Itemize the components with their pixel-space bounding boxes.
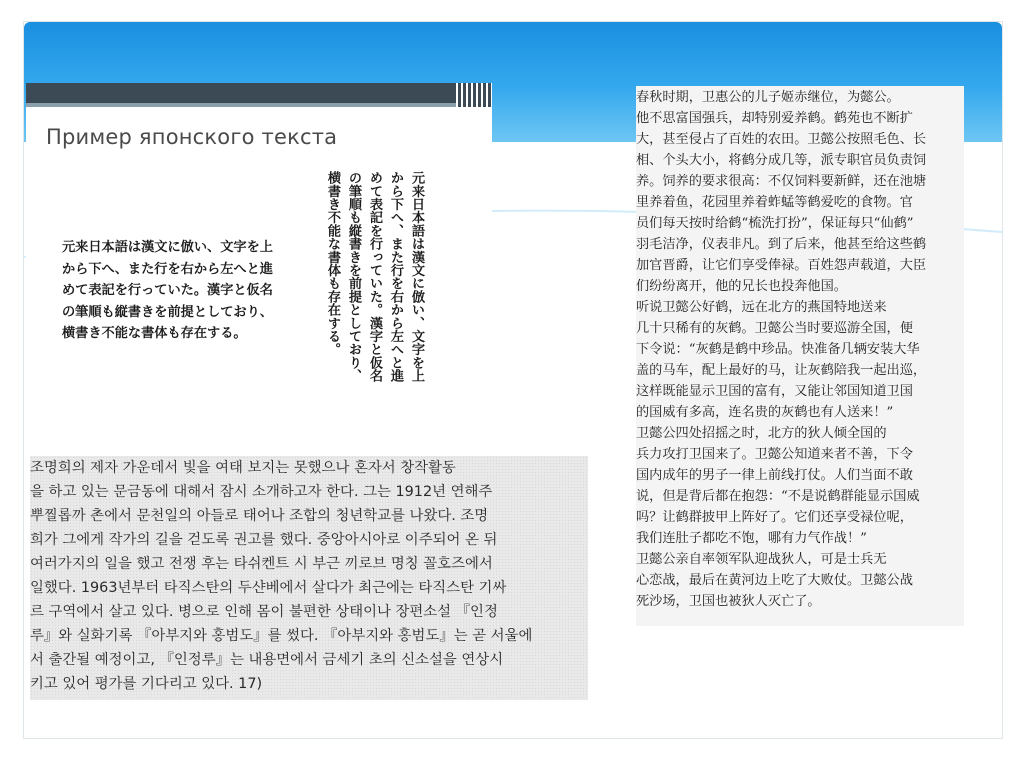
cn-line: 心恋战，最后在黄河边上吃了大败仗。卫懿公战 (636, 573, 913, 588)
jp-horizontal-line: の筆順も縦書きを前提としており、 (62, 304, 273, 320)
cn-line: 盖的马车，配上最好的马，让灰鹤陪我一起出巡， (636, 363, 927, 378)
jp-horizontal-line: 横書き不能な書体も存在する。 (62, 326, 247, 341)
jp-horizontal-line: 元来日本語は漢文に倣い、文字を上 (62, 240, 273, 255)
slide-title: Пример японского текста (46, 125, 338, 149)
cn-line: 相、个头大小，将鹤分成几等，派专职官员负责饲 (636, 153, 927, 168)
cn-line: 吗？让鹤群披甲上阵好了。它们还享受禄位呢， (636, 510, 913, 525)
cn-line: 春秋时期，卫惠公的儿子姬赤继位，为懿公。 (636, 90, 900, 105)
chinese-text-scan (636, 86, 964, 626)
jp-vertical-line: 横書き不能な書体も存在する。 (325, 171, 340, 356)
cn-line: 里养着鱼，花园里养着蚱蜢等鹤爱吃的食物。官 (636, 195, 913, 210)
cn-line: 我们连肚子都吃不饱，哪有力气作战！” (636, 531, 867, 546)
kr-line: 조명희의 제자 가운데서 빛을 여태 보지는 못했으나 혼자서 창작활동 (30, 460, 456, 476)
kr-line: 희가 그에게 작가의 길을 걷도록 권고를 했다. 중앙아시아로 이주되어 온 뒤 (30, 532, 498, 548)
cn-line: 加官晋爵，让它们享受俸禄。百姓怨声载道，大臣 (636, 258, 927, 273)
cn-line: 几十只稀有的灰鹤。卫懿公当时要巡游全国，便 (636, 321, 913, 336)
cn-line: 卫懿公四处招摇之时，北方的狄人倾全国的 (636, 426, 887, 441)
jp-vertical-line: めて表記を行っていた。漢字と仮名 (367, 171, 382, 383)
cn-line: 员们每天按时给鹤“梳洗打扮”，保证每只“仙鹤” (636, 216, 914, 231)
card-bar-texture (456, 83, 492, 107)
cn-line: 们纷纷离开，他的兄长也投奔他国。 (636, 279, 847, 294)
cn-line: 大，甚至侵占了百姓的农田。卫懿公按照毛色、长 (636, 132, 927, 147)
jp-horizontal-line: めて表記を行っていた。漢字と仮名 (62, 283, 273, 298)
cn-line: 国内成年的男子一律上前线打仗。人们当面不敢 (636, 468, 913, 483)
kr-line: 키고 있어 평가를 기다리고 있다. 17) (30, 676, 263, 692)
cn-line: 的国威有多高，连名贵的灰鹤也有人送来！” (636, 405, 894, 420)
kr-line: 일했다. 1963년부터 타직스탄의 두샨베에서 살다가 최근에는 타직스탄 기싸 (30, 580, 507, 596)
kr-line: 여러가지의 일을 했고 전쟁 후는 타쉬켄트 시 부근 끼로브 명칭 꼴호즈에서 (30, 556, 493, 572)
kr-line: 르 구역에서 살고 있다. 병으로 인해 몸이 불편한 상태이나 장편소설 『인정 (30, 604, 498, 620)
kr-line: 루』와 실화기록 『아부지와 홍범도』를 썼다. 『아부지와 홍범도』는 곧 서울에 (30, 628, 533, 644)
cn-line: 卫懿公亲自率领军队迎战狄人，可是士兵无 (636, 552, 887, 567)
cn-line: 说，但是背后都在抱怨：“不是说鹤群能显示国威 (636, 489, 920, 504)
jp-vertical-line: の筆順も縦書きを前提としており、 (346, 171, 361, 383)
kr-line: 서 출간될 예정이고, 『인정루』는 내용면에서 금세기 초의 신소설을 연상시 (30, 652, 504, 668)
jp-vertical-line: から下へ、また行を右から左へと進 (388, 171, 403, 383)
cn-line: 兵力攻打卫国来了。卫懿公知道来者不善，下令 (636, 447, 913, 462)
cn-line: 他不思富国强兵，却特别爱养鹤。鹤苑也不断扩 (636, 111, 913, 126)
kr-line: 뿌찔롭까 촌에서 문천일의 아들로 태어나 조합의 청년학교를 나왔다. 조명 (30, 508, 489, 524)
card-title-bar (26, 83, 492, 107)
jp-horizontal-line: から下へ、また行を右から左へと進 (62, 261, 273, 277)
japanese-vertical-text (322, 171, 427, 471)
cn-line: 羽毛洁净，仪表非凡。到了后来，他甚至给这些鹤 (636, 237, 927, 252)
jp-vertical-line: 元来日本語は漢文に倣い、文字を上 (409, 171, 424, 383)
korean-text-scan (30, 456, 588, 700)
cn-line: 听说卫懿公好鹤，远在北方的燕国特地送来 (636, 300, 887, 315)
cn-line: 死沙场，卫国也被狄人灭亡了。 (636, 594, 821, 609)
cn-line: 养。饲养的要求很高：不仅饲料要新鲜，还在池塘 (636, 174, 927, 189)
kr-line: 을 하고 있는 문금동에 대해서 잠시 소개하고자 한다. 그는 1912년 연해주 (30, 484, 493, 500)
cn-line: 下令说：“灰鹤是鹤中珍品。快准备几辆安装大华 (636, 342, 920, 357)
cn-line: 这样既能显示卫国的富有，又能让邻国知道卫国 (636, 384, 913, 399)
japanese-horizontal-text (62, 237, 330, 345)
japanese-text-card (26, 83, 492, 403)
